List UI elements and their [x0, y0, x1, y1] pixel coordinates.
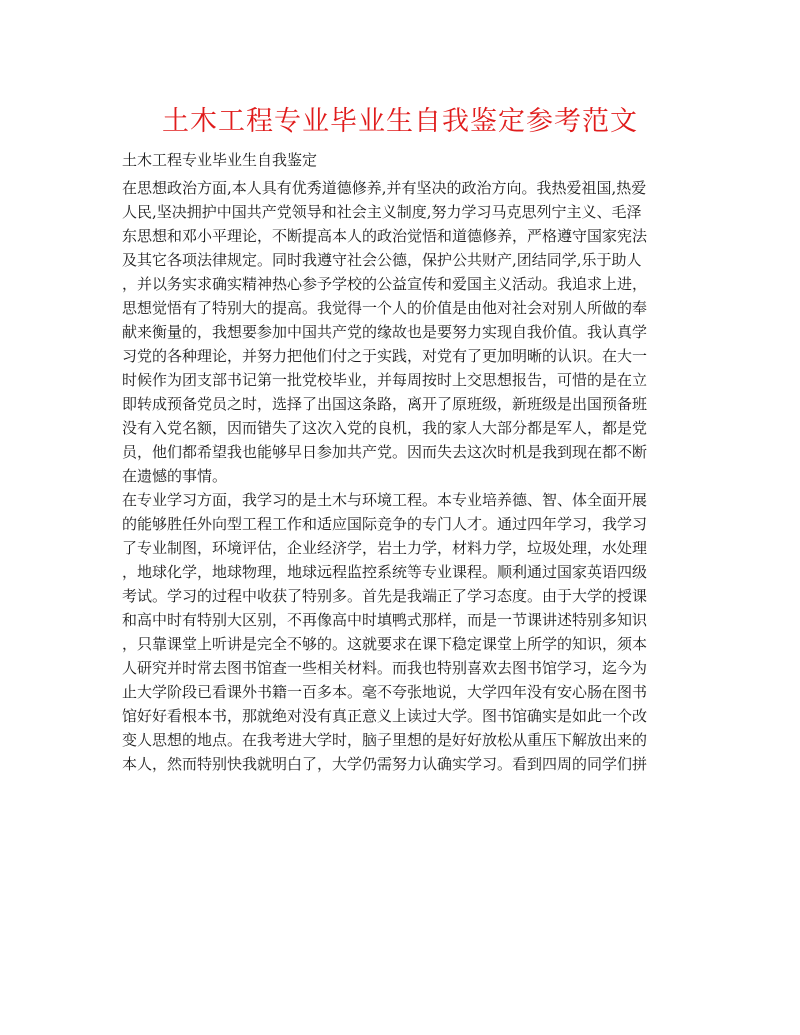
- text-line: 献来衡量的，我想要参加中国共产党的缘故也是要努力实现自我价值。我认真学: [122, 323, 648, 341]
- text-line: 东思想和邓小平理论，不断提高本人的政治觉悟和道德修养，严格遵守国家宪法: [122, 227, 648, 245]
- document-body: [122, 176, 682, 776]
- paragraph-political: [122, 176, 682, 488]
- text-line: 了专业制图，环境评估，企业经济学，岩土力学，材料力学，垃圾处理，水处理: [122, 539, 648, 557]
- text-line: 及其它各项法律规定。同时我遵守社会公德，保护公共财产,团结同学,乐于助人: [122, 251, 642, 269]
- text-line: ，并以务实求确实精神热心参予学校的公益宣传和爱国主义活动。我追求上进，: [122, 275, 648, 293]
- text-line: 即转成预备党员之时，选择了出国这条路，离开了原班级，新班级是出国预备班: [122, 395, 648, 413]
- text-line: 的能够胜任外向型工程工作和适应国际竞争的专门人才。通过四年学习，我学习: [122, 515, 648, 533]
- document-title: 土木工程专业毕业生自我鉴定参考范文: [162, 106, 638, 137]
- text-line: 馆好好看根本书，那就绝对没有真正意义上读过大学。图书馆确实是如此一个改: [122, 707, 648, 725]
- text-line: 本人，然而特别快我就明白了，大学仍需努力认确实学习。看到四周的同学们拼: [122, 755, 648, 773]
- text-line: 员，他们都希望我也能够早日参加共产党。因而失去这次时机是我到现在都不断: [122, 443, 648, 461]
- text-line: 人研究并时常去图书馆查一些相关材料。而我也特别喜欢去图书馆学习，迄今为: [122, 659, 648, 677]
- text-line: 时候作为团支部书记第一批党校毕业，并每周按时上交思想报告，可惜的是在立: [122, 371, 648, 389]
- text-line: ，地球化学，地球物理，地球远程监控系统等专业课程。顺利通过国家英语四级: [122, 563, 648, 581]
- text-line: 变人思想的地点。在我考进大学时，脑子里想的是好好放松从重压下解放出来的: [122, 731, 648, 749]
- text-line: 止大学阶段已看课外书籍一百多本。毫不夸张地说，大学四年没有安心肠在图书: [122, 683, 648, 701]
- text-line: 在专业学习方面，我学习的是土木与环境工程。本专业培养德、智、体全面开展: [122, 491, 648, 509]
- text-line: 在遗憾的事情。: [122, 467, 228, 485]
- document-subtitle: 土木工程专业毕业生自我鉴定: [122, 151, 318, 169]
- text-line: 人民,坚决拥护中国共产党领导和社会主义制度,努力学习马克思列宁主义、毛泽: [122, 203, 642, 221]
- text-line: 和高中时有特别大区别，不再像高中时填鸭式那样，而是一节课讲述特别多知识: [122, 611, 648, 629]
- text-line: 思想觉悟有了特别大的提高。我觉得一个人的价值是由他对社会对别人所做的奉: [122, 299, 648, 317]
- text-line: 在思想政治方面,本人具有优秀道德修养,并有坚决的政治方向。我热爱祖国,热爱: [122, 179, 647, 197]
- text-line: 考试。学习的过程中收获了特别多。首先是我端正了学习态度。由于大学的授课: [122, 587, 648, 605]
- text-line: ，只靠课堂上听讲是完全不够的。这就要求在课下稳定课堂上所学的知识，须本: [122, 635, 648, 653]
- text-line: 没有入党名额，因而错失了这次入党的良机，我的家人大部分都是军人，都是党: [122, 419, 648, 437]
- text-line: 习党的各种理论，并努力把他们付之于实践，对党有了更加明晰的认识。在大一: [122, 347, 648, 365]
- paragraph-study: [122, 488, 682, 776]
